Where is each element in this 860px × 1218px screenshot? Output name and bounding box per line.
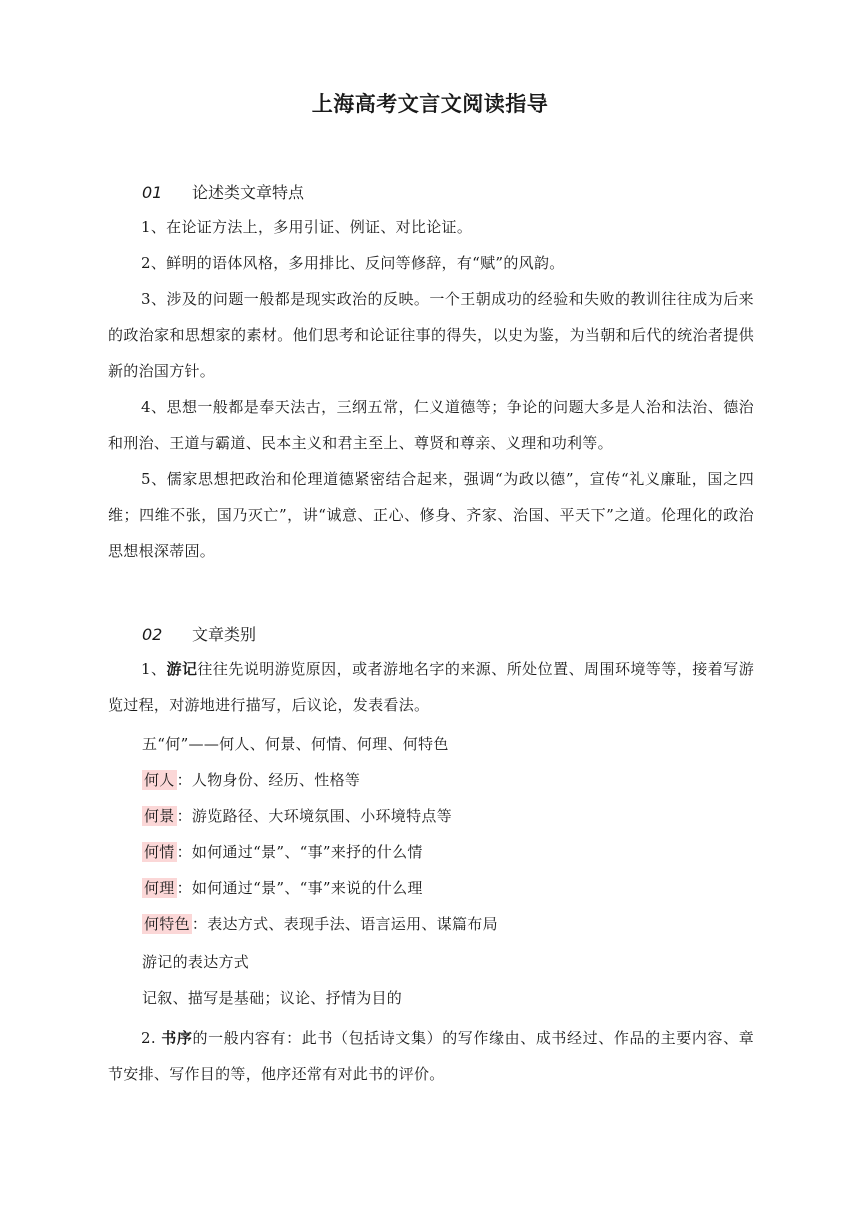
five-he-line: 五“何”——何人、何景、何情、何理、何特色 — [142, 735, 449, 753]
he-item-text: ：人物身份、经历、性格等 — [176, 771, 361, 789]
paragraph-text: 的一般内容有：此书（包括诗文集）的写作缘由、成书经过、作品的主要内容、章节安排、写作目的等，他序还常有对此书的评价。 — [108, 1029, 754, 1083]
paragraph: 1、在论证方法上，多用引证、例证、对比论证。 — [141, 218, 473, 236]
paragraph-travel — [108, 651, 754, 723]
he-item — [142, 913, 498, 934]
paragraph: 4、思想一般都是奉天法古，三纲五常，仁义道德等；争论的问题大多是人治和法治、德治和刑治、王道与霸道、民本主义和君主至上、尊贤和尊亲、义理和功利等。 — [108, 398, 754, 452]
paragraph-preface — [108, 1020, 754, 1092]
term-travel-notes: 游记 — [166, 660, 198, 678]
paragraph-text: 往往先说明游览原因，或者游地名字的来源、所处位置、周围环境等等，接着写游览过程，对游地进行描写，后议论，发表看法。 — [108, 660, 754, 714]
paragraph: 5、儒家思想把政治和伦理道德紧密结合起来，强调“为政以德”，宣传“礼义廉耻，国之四维；四维不张，国乃灭亡”，讲“诚意、正心、修身、齐家、治国、平天下”之道。伦理化的政治思想根深蒂固。 — [108, 470, 754, 560]
section-number: 01 — [142, 183, 163, 202]
section-heading-2 — [142, 622, 256, 645]
item-prefix: 2. — [141, 1029, 162, 1047]
highlighted-term: 何景 — [144, 807, 175, 825]
section-heading-1 — [142, 180, 304, 203]
highlighted-term: 何人 — [144, 771, 175, 789]
he-item — [142, 841, 423, 862]
he-item-text: ：游览路径、大环境氛围、小环境特点等 — [176, 807, 453, 825]
term-preface: 书序 — [161, 1029, 193, 1047]
item-prefix: 1、 — [141, 660, 167, 678]
expression-title: 游记的表达方式 — [142, 953, 250, 971]
highlighted-term: 何理 — [144, 879, 175, 897]
he-item-text: ：如何通过“景”、“事”来说的什么理 — [176, 879, 423, 897]
section-number: 02 — [142, 625, 163, 644]
he-item-text: ：如何通过“景”、“事”来抒的什么情 — [176, 843, 423, 861]
paragraph: 3、涉及的问题一般都是现实政治的反映。一个王朝成功的经验和失败的教训往往成为后来的政治家和思想家的素材。他们思考和论证往事的得失，以史为鉴，为当朝和后代的统治者提供新的治国方针。 — [108, 290, 754, 380]
section-title: 论述类文章特点 — [192, 183, 305, 202]
highlighted-term: 何特色 — [144, 915, 190, 933]
he-item — [142, 877, 423, 898]
he-item — [142, 769, 360, 790]
he-item-text: ：表达方式、表现手法、语言运用、谋篇布局 — [191, 915, 498, 933]
he-item — [142, 805, 452, 826]
expression-text: 记叙、描写是基础；议论、抒情为目的 — [142, 989, 403, 1007]
document-title: 上海高考文言文阅读指导 — [311, 92, 549, 116]
paragraph: 2、鲜明的语体风格，多用排比、反问等修辞，有“赋”的风韵。 — [141, 254, 565, 272]
highlighted-term: 何情 — [144, 843, 175, 861]
section-title: 文章类别 — [192, 625, 257, 644]
